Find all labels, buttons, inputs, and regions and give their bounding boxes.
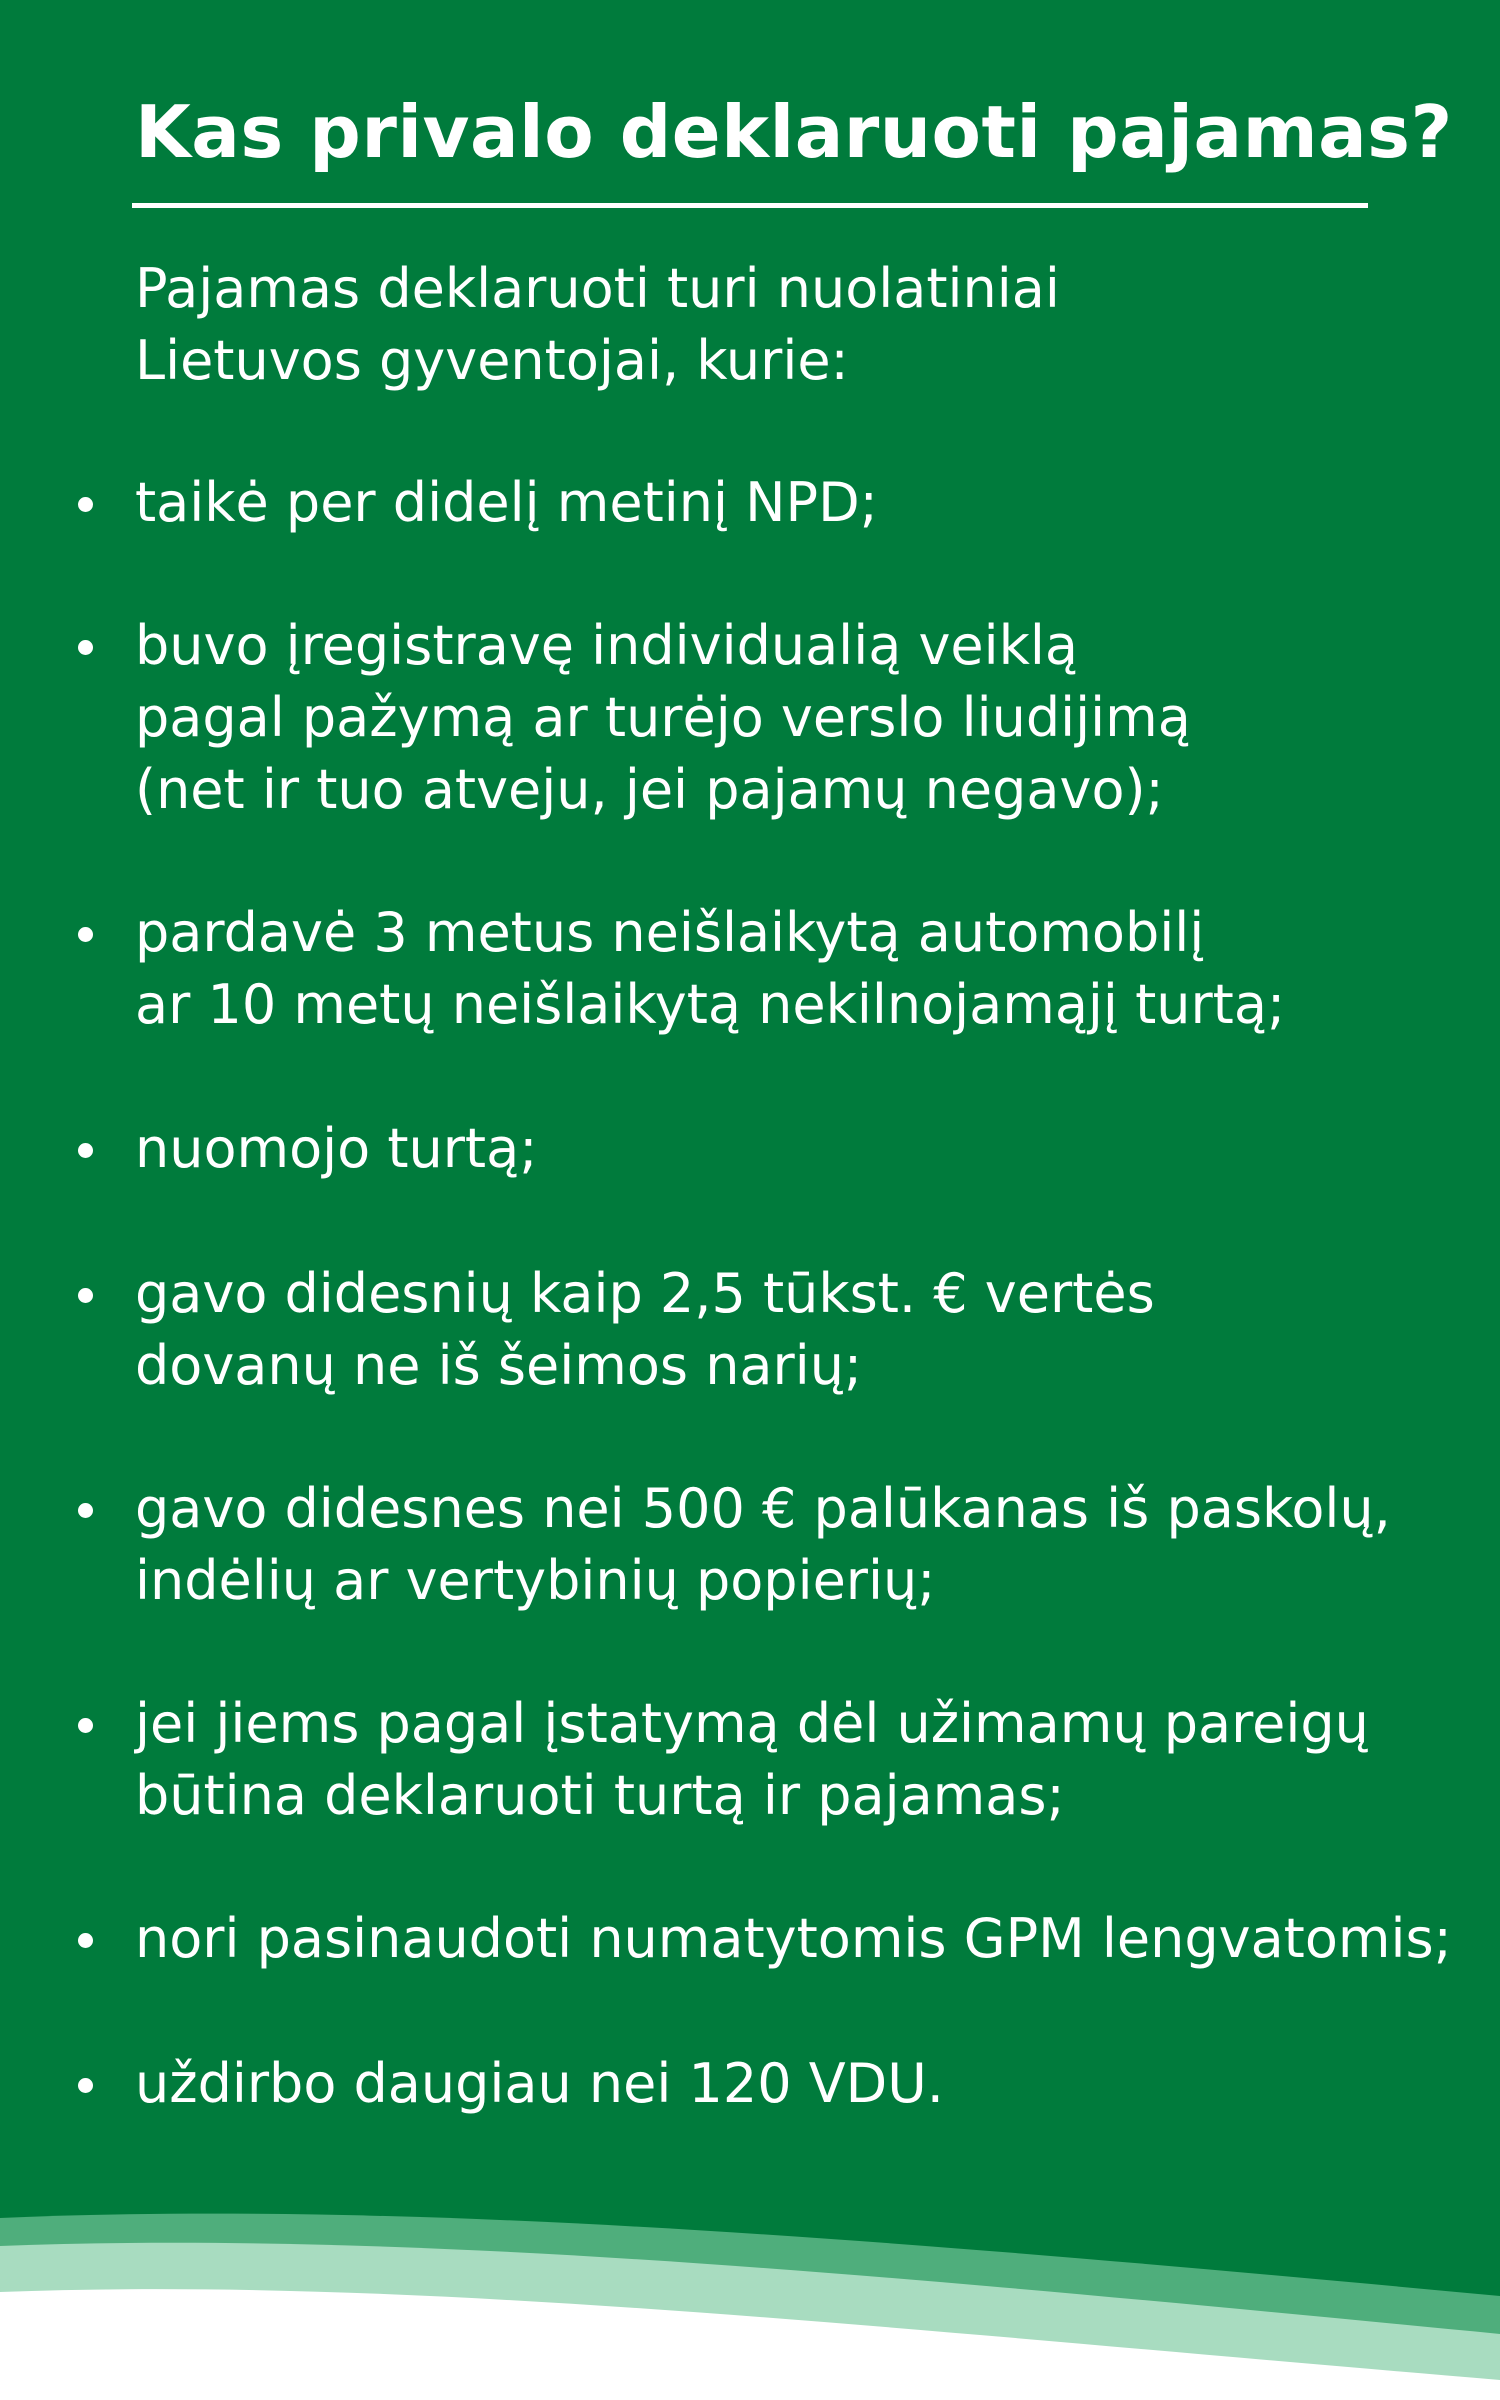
list-item-line: pagal pažymą ar turėjo verslo liudijimą bbox=[135, 686, 1191, 749]
list-item-line: ar 10 metų neišlaikytą nekilnojamąjį turtą; bbox=[135, 973, 1286, 1036]
list-item-line: gavo didesnių kaip 2,5 tūkst. € vertės bbox=[135, 1262, 1155, 1325]
list-item-line: dovanų ne iš šeimos narių; bbox=[135, 1334, 863, 1397]
list-item-line: buvo įregistravę individualią veiklą bbox=[135, 614, 1078, 677]
bullet-icon bbox=[78, 2078, 93, 2093]
list-item bbox=[135, 1258, 1155, 1402]
list-item bbox=[135, 1688, 1369, 1832]
bullet-icon bbox=[78, 1288, 93, 1303]
bullet-icon bbox=[78, 927, 93, 942]
list-item-line: indėlių ar vertybinių popierių; bbox=[135, 1549, 936, 1612]
title-divider bbox=[132, 203, 1368, 208]
list-item-line: nori pasinaudoti numatytomis GPM lengvatomis; bbox=[135, 1907, 1452, 1970]
bullet-icon bbox=[78, 497, 93, 512]
list-item-line: gavo didesnes nei 500 € palūkanas iš paskolų, bbox=[135, 1477, 1391, 1540]
bullet-icon bbox=[78, 1718, 93, 1733]
intro-line: Lietuvos gyventojai, kurie: bbox=[135, 329, 849, 392]
list-item bbox=[135, 467, 878, 539]
bullet-icon bbox=[78, 1503, 93, 1518]
intro-text bbox=[135, 253, 1060, 397]
decorative-waves bbox=[0, 2180, 1500, 2400]
bullet-icon bbox=[78, 1143, 93, 1158]
list-item-line: uždirbo daugiau nei 120 VDU. bbox=[135, 2052, 944, 2115]
bullet-icon bbox=[78, 1933, 93, 1948]
list-item bbox=[135, 610, 1191, 826]
list-item-line: taikė per didelį metinį NPD; bbox=[135, 471, 878, 534]
list-item-line: (net ir tuo atveju, jei pajamų negavo); bbox=[135, 758, 1164, 821]
list-item-line: pardavė 3 metus neišlaikytą automobilį bbox=[135, 901, 1205, 964]
list-item bbox=[135, 1473, 1391, 1617]
list-item-line: būtina deklaruoti turtą ir pajamas; bbox=[135, 1764, 1065, 1827]
bullet-icon bbox=[78, 640, 93, 655]
page-title: Kas privalo deklaruoti pajamas? bbox=[135, 90, 1453, 174]
list-item-line: nuomojo turtą; bbox=[135, 1117, 538, 1180]
list-item bbox=[135, 1903, 1452, 1975]
list-item bbox=[135, 1113, 537, 1185]
intro-line: Pajamas deklaruoti turi nuolatiniai bbox=[135, 257, 1060, 320]
list-item-line: jei jiems pagal įstatymą dėl užimamų pareigų bbox=[135, 1692, 1369, 1755]
list-item bbox=[135, 2048, 944, 2120]
list-item bbox=[135, 897, 1285, 1041]
